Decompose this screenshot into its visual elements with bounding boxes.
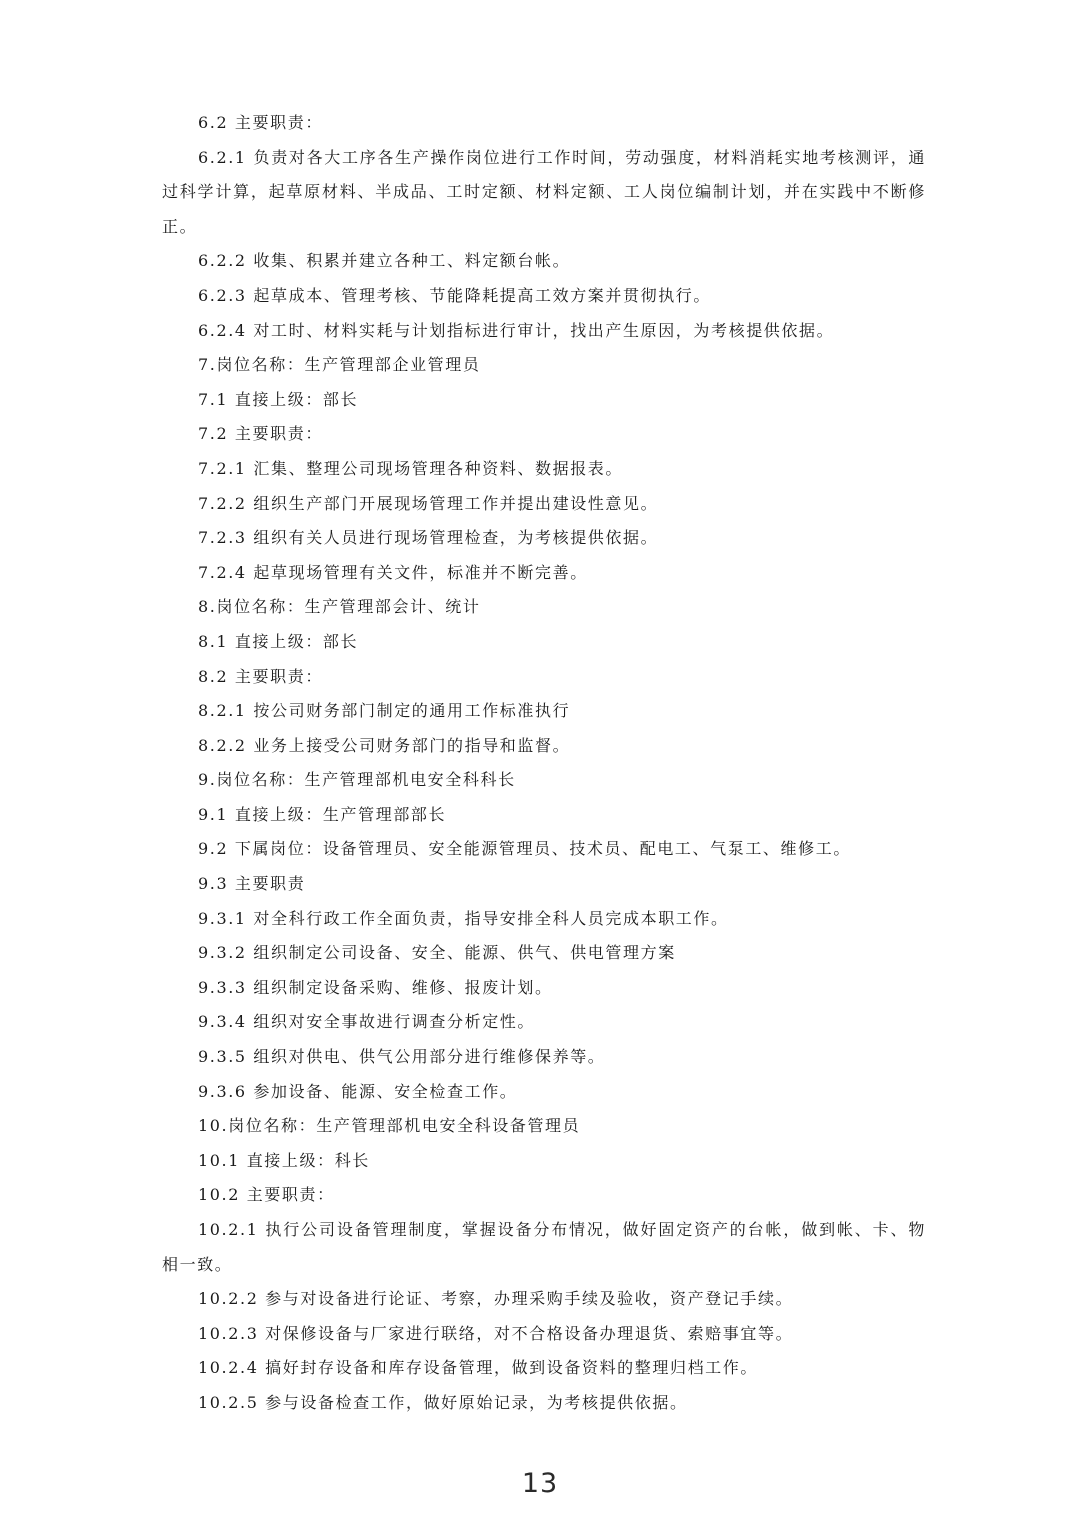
paragraph: 8.2.2 业务上接受公司财务部门的指导和监督。 (198, 735, 571, 755)
paragraph: 10.2.2 参与对设备进行论证、考察，办理采购手续及验收，资产登记手续。 (198, 1289, 794, 1309)
paragraph: 9.3.6 参加设备、能源、安全检查工作。 (198, 1081, 518, 1101)
paragraph: 7.1 直接上级：部长 (198, 389, 359, 409)
paragraph: 6.2.4 对工时、材料实耗与计划指标进行审计，找出产生原因，为考核提供依据。 (198, 320, 835, 340)
paragraph: 9.2 下属岗位：设备管理员、安全能源管理员、技术员、配电工、气泵工、维修工。 (198, 839, 851, 859)
paragraph: 7.2.3 组织有关人员进行现场管理检查，为考核提供依据。 (198, 528, 659, 548)
paragraph: 10.2.5 参与设备检查工作，做好原始记录，为考核提供依据。 (198, 1392, 688, 1412)
paragraph: 8.岗位名称：生产管理部会计、统计 (198, 597, 481, 617)
paragraph: 7.岗位名称：生产管理部企业管理员 (198, 355, 481, 375)
paragraph: 9.3.5 组织对供电、供气公用部分进行维修保养等。 (198, 1047, 606, 1067)
paragraph: 7.2 主要职责： (198, 424, 323, 444)
paragraph: 8.1 直接上级：部长 (198, 631, 359, 651)
paragraph: 9.3.2 组织制定公司设备、安全、能源、供气、供电管理方案 (198, 943, 676, 963)
paragraph: 7.2.2 组织生产部门开展现场管理工作并提出建设性意见。 (198, 493, 659, 513)
paragraph: 8.2 主要职责： (198, 666, 323, 686)
paragraph: 10.2.3 对保修设备与厂家进行联络，对不合格设备办理退货、索赔事宜等。 (198, 1323, 794, 1343)
paragraph: 6.2.1 负责对各大工序各生产操作岗位进行工作时间，劳动强度，材料消耗实地考核测评，通过科学计算，起草原材料、半成品、工时定额、材料定额、工人岗位编制计划，并在实践中不断修正。 (162, 147, 926, 236)
page-number: 13 (521, 1468, 559, 1499)
paragraph: 9.3.1 对全科行政工作全面负责，指导安排全科人员完成本职工作。 (198, 908, 729, 928)
paragraph: 6.2.2 收集、积累并建立各种工、料定额台帐。 (198, 251, 571, 271)
paragraph: 10.1 直接上级：科长 (198, 1150, 370, 1170)
paragraph: 7.2.1 汇集、整理公司现场管理各种资料、数据报表。 (198, 458, 623, 478)
paragraph: 10.岗位名称：生产管理部机电安全科设备管理员 (198, 1116, 581, 1136)
paragraph: 6.2 主要职责： (198, 113, 323, 132)
paragraph: 9.3.4 组织对安全事故进行调查分析定性。 (198, 1012, 535, 1032)
paragraph: 9.岗位名称：生产管理部机电安全科科长 (198, 770, 516, 790)
paragraph: 10.2.4 搞好封存设备和库存设备管理，做到设备资料的整理归档工作。 (198, 1358, 758, 1378)
paragraph: 10.2 主要职责： (198, 1185, 335, 1205)
paragraph: 9.3.3 组织制定设备采购、维修、报废计划。 (198, 977, 553, 997)
paragraph: 9.3 主要职责 (198, 874, 306, 894)
paragraph: 6.2.3 起草成本、管理考核、节能降耗提高工效方案并贯彻执行。 (198, 285, 711, 305)
document-body (162, 106, 926, 1421)
paragraph: 7.2.4 起草现场管理有关文件，标准并不断完善。 (198, 562, 588, 582)
paragraph: 8.2.1 按公司财务部门制定的通用工作标准执行 (198, 701, 571, 721)
paragraph: 10.2.1 执行公司设备管理制度，掌握设备分布情况，做好固定资产的台帐，做到帐、卡、物相一致。 (162, 1220, 926, 1274)
paragraph: 9.1 直接上级：生产管理部部长 (198, 804, 447, 824)
